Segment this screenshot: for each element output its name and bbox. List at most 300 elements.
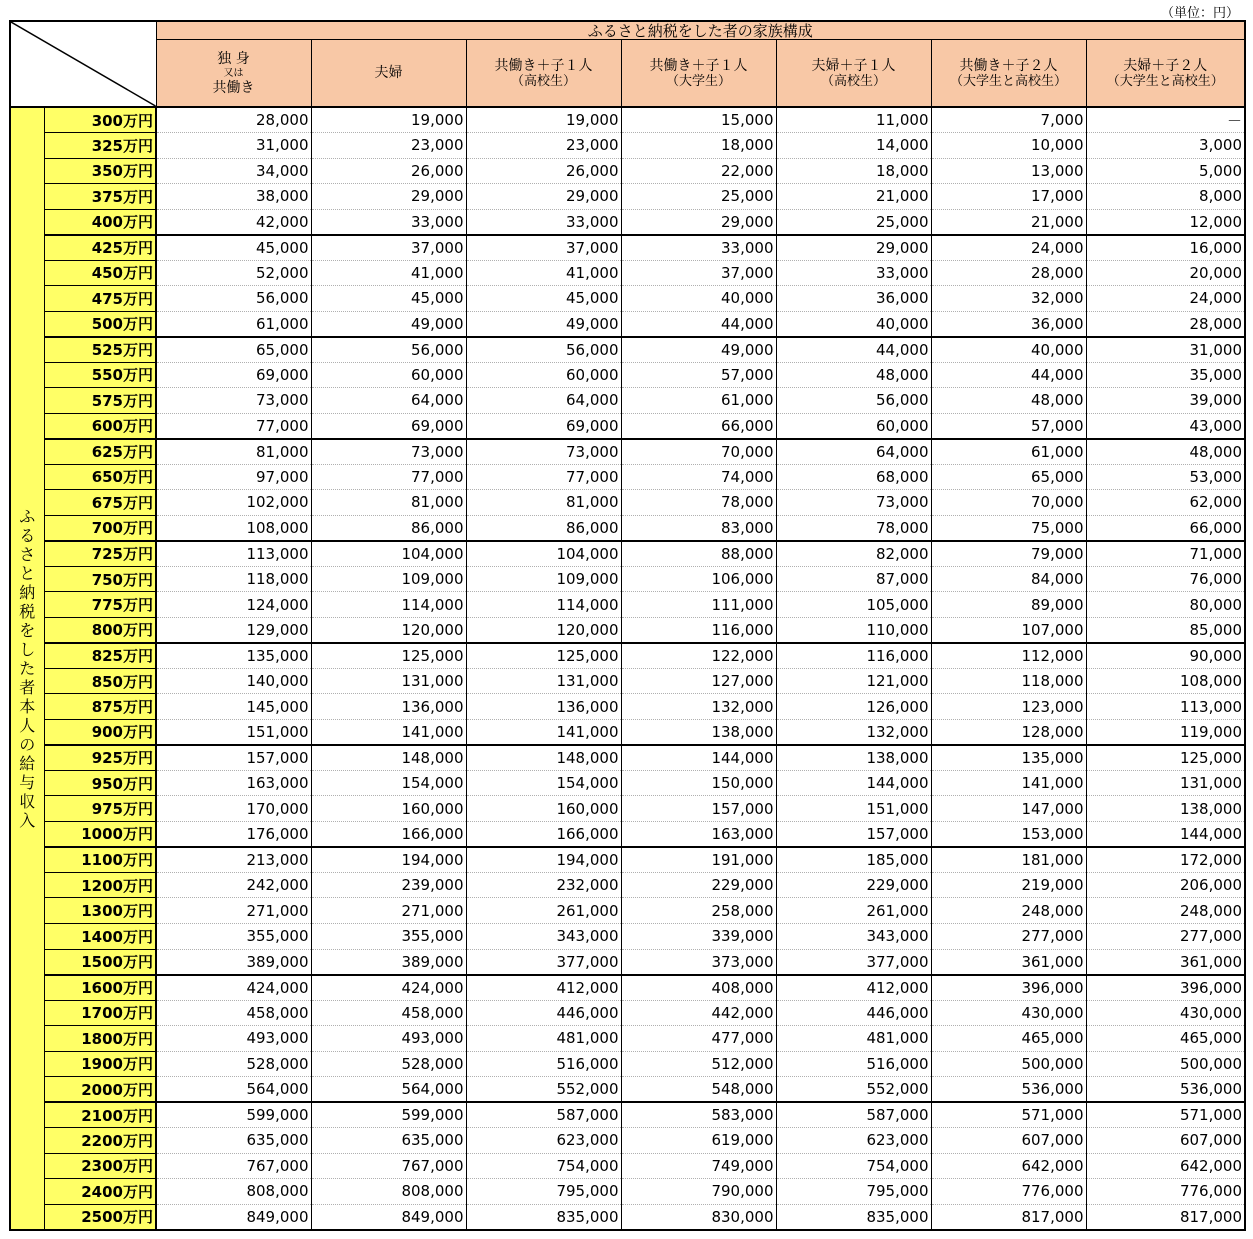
- income-cell: 2000万円: [44, 1077, 156, 1103]
- column-header-line2: 共働き: [212, 79, 255, 96]
- amount-cell: 795,000: [776, 1179, 931, 1205]
- side-label-text: ふるさと納税をした者本人の給与収入: [19, 507, 36, 830]
- column-header-row: [10, 40, 1245, 108]
- amount-cell: 500,000: [931, 1051, 1086, 1077]
- amount-cell: 571,000: [931, 1102, 1086, 1128]
- amount-cell: 48,000: [1086, 439, 1245, 465]
- amount-cell: 131,000: [1086, 770, 1245, 796]
- amount-cell: 361,000: [1086, 949, 1245, 975]
- amount-cell: 40,000: [621, 286, 776, 312]
- amount-cell: 849,000: [311, 1204, 466, 1230]
- income-cell: 1100万円: [44, 847, 156, 873]
- amount-cell: 835,000: [466, 1204, 621, 1230]
- amount-cell: 151,000: [776, 796, 931, 822]
- amount-cell: 135,000: [156, 643, 311, 669]
- amount-cell: 80,000: [1086, 592, 1245, 618]
- amount-cell: 635,000: [156, 1128, 311, 1154]
- amount-cell: 102,000: [156, 490, 311, 516]
- amount-cell: 33,000: [466, 209, 621, 235]
- amount-cell: 57,000: [621, 362, 776, 388]
- amount-cell: 33,000: [311, 209, 466, 235]
- amount-cell: 767,000: [311, 1153, 466, 1179]
- table-row: [10, 1128, 1245, 1154]
- amount-cell: 516,000: [776, 1051, 931, 1077]
- table-row: [10, 694, 1245, 720]
- amount-cell: 125,000: [1086, 745, 1245, 771]
- amount-cell: 239,000: [311, 872, 466, 898]
- amount-cell: 477,000: [621, 1026, 776, 1052]
- amount-cell: 500,000: [1086, 1051, 1245, 1077]
- amount-cell: 157,000: [156, 745, 311, 771]
- table-row: [10, 643, 1245, 669]
- table-row: [10, 286, 1245, 312]
- amount-cell: 232,000: [466, 872, 621, 898]
- table-row: [10, 719, 1245, 745]
- amount-cell: 599,000: [156, 1102, 311, 1128]
- amount-cell: 26,000: [311, 158, 466, 184]
- amount-cell: 85,000: [1086, 617, 1245, 643]
- amount-cell: 87,000: [776, 566, 931, 592]
- amount-cell: 536,000: [931, 1077, 1086, 1103]
- amount-cell: 77,000: [311, 464, 466, 490]
- amount-cell: 57,000: [931, 413, 1086, 439]
- amount-cell: 29,000: [776, 235, 931, 261]
- amount-cell: 339,000: [621, 924, 776, 950]
- amount-cell: 110,000: [776, 617, 931, 643]
- amount-cell: 623,000: [466, 1128, 621, 1154]
- amount-cell: 516,000: [466, 1051, 621, 1077]
- amount-cell: 138,000: [621, 719, 776, 745]
- amount-cell: 44,000: [621, 311, 776, 337]
- amount-cell: 28,000: [156, 107, 311, 133]
- amount-cell: 21,000: [931, 209, 1086, 235]
- amount-cell: 125,000: [466, 643, 621, 669]
- amount-cell: 97,000: [156, 464, 311, 490]
- amount-cell: 564,000: [311, 1077, 466, 1103]
- amount-cell: 361,000: [931, 949, 1086, 975]
- amount-cell: 176,000: [156, 821, 311, 847]
- amount-cell: 66,000: [621, 413, 776, 439]
- column-header-line2: （大学生）: [665, 73, 731, 89]
- table-row: [10, 796, 1245, 822]
- amount-cell: 69,000: [311, 413, 466, 439]
- amount-cell: 89,000: [931, 592, 1086, 618]
- table-row: [10, 235, 1245, 261]
- amount-cell: 40,000: [931, 337, 1086, 363]
- diagonal-line-icon: [11, 22, 156, 106]
- amount-cell: 776,000: [931, 1179, 1086, 1205]
- amount-cell: 45,000: [466, 286, 621, 312]
- table-row: [10, 1051, 1245, 1077]
- amount-cell: 408,000: [621, 975, 776, 1001]
- amount-cell: 90,000: [1086, 643, 1245, 669]
- amount-cell: 129,000: [156, 617, 311, 643]
- amount-cell: 136,000: [311, 694, 466, 720]
- amount-cell: 17,000: [931, 184, 1086, 210]
- amount-cell: 446,000: [466, 1000, 621, 1026]
- amount-cell: 118,000: [156, 566, 311, 592]
- amount-cell: 373,000: [621, 949, 776, 975]
- amount-cell: 571,000: [1086, 1102, 1245, 1128]
- amount-cell: 56,000: [156, 286, 311, 312]
- table-row: [10, 1000, 1245, 1026]
- amount-cell: 31,000: [156, 133, 311, 159]
- amount-cell: 144,000: [621, 745, 776, 771]
- amount-cell: 60,000: [776, 413, 931, 439]
- amount-cell: 140,000: [156, 668, 311, 694]
- amount-cell: 552,000: [466, 1077, 621, 1103]
- amount-cell: 65,000: [156, 337, 311, 363]
- table-row: [10, 898, 1245, 924]
- amount-cell: 795,000: [466, 1179, 621, 1205]
- amount-cell: 114,000: [466, 592, 621, 618]
- amount-cell: 86,000: [311, 515, 466, 541]
- amount-cell: 20,000: [1086, 260, 1245, 286]
- amount-cell: 160,000: [466, 796, 621, 822]
- income-cell: 800万円: [44, 617, 156, 643]
- amount-cell: 135,000: [931, 745, 1086, 771]
- amount-cell: 145,000: [156, 694, 311, 720]
- income-cell: 525万円: [44, 337, 156, 363]
- amount-cell: 194,000: [466, 847, 621, 873]
- amount-cell: 40,000: [776, 311, 931, 337]
- table-row: [10, 1179, 1245, 1205]
- amount-cell: 24,000: [931, 235, 1086, 261]
- table-row: [10, 133, 1245, 159]
- amount-cell: 127,000: [621, 668, 776, 694]
- amount-cell: 81,000: [466, 490, 621, 516]
- amount-cell: 446,000: [776, 1000, 931, 1026]
- amount-cell: 242,000: [156, 872, 311, 898]
- amount-cell: 790,000: [621, 1179, 776, 1205]
- amount-cell: 536,000: [1086, 1077, 1245, 1103]
- table-row: [10, 184, 1245, 210]
- amount-cell: 3,000: [1086, 133, 1245, 159]
- amount-cell: 261,000: [776, 898, 931, 924]
- amount-cell: 377,000: [466, 949, 621, 975]
- table-row: [10, 490, 1245, 516]
- income-cell: 900万円: [44, 719, 156, 745]
- amount-cell: 8,000: [1086, 184, 1245, 210]
- amount-cell: 25,000: [776, 209, 931, 235]
- amount-cell: 141,000: [311, 719, 466, 745]
- amount-cell: 83,000: [621, 515, 776, 541]
- amount-cell: 68,000: [776, 464, 931, 490]
- amount-cell: 41,000: [311, 260, 466, 286]
- income-cell: 2500万円: [44, 1204, 156, 1230]
- amount-cell: 465,000: [931, 1026, 1086, 1052]
- amount-cell: 607,000: [931, 1128, 1086, 1154]
- column-header: [621, 40, 776, 108]
- amount-cell: 389,000: [156, 949, 311, 975]
- amount-cell: 5,000: [1086, 158, 1245, 184]
- amount-cell: 37,000: [466, 235, 621, 261]
- amount-cell: 181,000: [931, 847, 1086, 873]
- amount-cell: 81,000: [311, 490, 466, 516]
- column-header-line1: 共働き＋子２人: [959, 57, 1058, 74]
- amount-cell: 18,000: [776, 158, 931, 184]
- amount-cell: 56,000: [776, 388, 931, 414]
- amount-cell: 258,000: [621, 898, 776, 924]
- amount-cell: 29,000: [311, 184, 466, 210]
- amount-cell: 213,000: [156, 847, 311, 873]
- amount-cell: 754,000: [776, 1153, 931, 1179]
- amount-cell: 442,000: [621, 1000, 776, 1026]
- amount-cell: 45,000: [156, 235, 311, 261]
- amount-cell: 564,000: [156, 1077, 311, 1103]
- amount-cell: 172,000: [1086, 847, 1245, 873]
- amount-cell: 635,000: [311, 1128, 466, 1154]
- column-header-line2: （大学生と高校生）: [1106, 73, 1224, 89]
- amount-cell: 185,000: [776, 847, 931, 873]
- amount-cell: 160,000: [311, 796, 466, 822]
- amount-cell: 458,000: [311, 1000, 466, 1026]
- table-body: [10, 107, 1245, 1230]
- table-row: [10, 770, 1245, 796]
- amount-cell: 15,000: [621, 107, 776, 133]
- amount-cell: 35,000: [1086, 362, 1245, 388]
- amount-cell: 7,000: [931, 107, 1086, 133]
- amount-cell: 19,000: [311, 107, 466, 133]
- amount-cell: 109,000: [466, 566, 621, 592]
- amount-cell: 43,000: [1086, 413, 1245, 439]
- amount-cell: 623,000: [776, 1128, 931, 1154]
- income-cell: 2400万円: [44, 1179, 156, 1205]
- amount-cell: 389,000: [311, 949, 466, 975]
- amount-cell: 114,000: [311, 592, 466, 618]
- income-cell: 750万円: [44, 566, 156, 592]
- amount-cell: 119,000: [1086, 719, 1245, 745]
- table-row: [10, 439, 1245, 465]
- column-header-line1: 共働き＋子１人: [649, 57, 748, 74]
- income-cell: 975万円: [44, 796, 156, 822]
- amount-cell: 49,000: [311, 311, 466, 337]
- amount-cell: 113,000: [1086, 694, 1245, 720]
- amount-cell: 277,000: [931, 924, 1086, 950]
- amount-cell: 49,000: [466, 311, 621, 337]
- column-header-line1: 共働き＋子１人: [494, 57, 593, 74]
- amount-cell: 21,000: [776, 184, 931, 210]
- amount-cell: 118,000: [931, 668, 1086, 694]
- amount-cell: 81,000: [156, 439, 311, 465]
- table-row: [10, 1102, 1245, 1128]
- column-header: [931, 40, 1086, 108]
- amount-cell: 105,000: [776, 592, 931, 618]
- amount-cell: 108,000: [156, 515, 311, 541]
- income-cell: 875万円: [44, 694, 156, 720]
- amount-cell: 166,000: [311, 821, 466, 847]
- amount-cell: 219,000: [931, 872, 1086, 898]
- amount-cell: 749,000: [621, 1153, 776, 1179]
- amount-cell: 34,000: [156, 158, 311, 184]
- amount-cell: 36,000: [776, 286, 931, 312]
- amount-cell: 31,000: [1086, 337, 1245, 363]
- header-corner: [10, 21, 156, 107]
- amount-cell: 104,000: [466, 541, 621, 567]
- column-header: [156, 40, 311, 108]
- amount-cell: 144,000: [1086, 821, 1245, 847]
- amount-cell: 396,000: [1086, 975, 1245, 1001]
- income-cell: 950万円: [44, 770, 156, 796]
- amount-cell: 44,000: [931, 362, 1086, 388]
- table-row: [10, 515, 1245, 541]
- amount-cell: 109,000: [311, 566, 466, 592]
- amount-cell: 36,000: [931, 311, 1086, 337]
- amount-cell: 14,000: [776, 133, 931, 159]
- amount-cell: 13,000: [931, 158, 1086, 184]
- amount-cell: 70,000: [931, 490, 1086, 516]
- amount-cell: 808,000: [156, 1179, 311, 1205]
- amount-cell: 767,000: [156, 1153, 311, 1179]
- amount-cell: 64,000: [466, 388, 621, 414]
- amount-cell: 163,000: [621, 821, 776, 847]
- amount-cell: 493,000: [311, 1026, 466, 1052]
- column-header-line1: 夫婦＋子２人: [1123, 57, 1208, 74]
- amount-cell: 37,000: [621, 260, 776, 286]
- amount-cell: 355,000: [156, 924, 311, 950]
- amount-cell: 412,000: [776, 975, 931, 1001]
- amount-cell: 26,000: [466, 158, 621, 184]
- unit-label: （単位：円）: [1160, 6, 1239, 21]
- amount-cell: 64,000: [776, 439, 931, 465]
- amount-cell: 154,000: [311, 770, 466, 796]
- column-header-small: 又は: [223, 67, 244, 79]
- table-row: [10, 668, 1245, 694]
- table-row: [10, 566, 1245, 592]
- amount-cell: 124,000: [156, 592, 311, 618]
- amount-cell: 619,000: [621, 1128, 776, 1154]
- amount-cell: 528,000: [156, 1051, 311, 1077]
- income-cell: 425万円: [44, 235, 156, 261]
- amount-cell: 73,000: [156, 388, 311, 414]
- header-title: ふるさと納税をした者の家族構成: [156, 21, 1245, 40]
- amount-cell: 24,000: [1086, 286, 1245, 312]
- table-row: [10, 311, 1245, 337]
- table-row: [10, 464, 1245, 490]
- table-row: [10, 1077, 1245, 1103]
- table-row: [10, 413, 1245, 439]
- amount-cell: 835,000: [776, 1204, 931, 1230]
- amount-cell: 849,000: [156, 1204, 311, 1230]
- amount-cell: 116,000: [621, 617, 776, 643]
- income-cell: 850万円: [44, 668, 156, 694]
- amount-cell: 86,000: [466, 515, 621, 541]
- income-cell: 775万円: [44, 592, 156, 618]
- amount-cell: 28,000: [1086, 311, 1245, 337]
- amount-cell: 77,000: [156, 413, 311, 439]
- income-cell: 2100万円: [44, 1102, 156, 1128]
- amount-cell: 73,000: [311, 439, 466, 465]
- amount-cell: 11,000: [776, 107, 931, 133]
- amount-cell: 65,000: [931, 464, 1086, 490]
- amount-cell: 377,000: [776, 949, 931, 975]
- amount-cell: 607,000: [1086, 1128, 1245, 1154]
- amount-cell: 33,000: [776, 260, 931, 286]
- amount-cell: 125,000: [311, 643, 466, 669]
- amount-cell: 64,000: [311, 388, 466, 414]
- amount-cell: 481,000: [466, 1026, 621, 1052]
- column-header: [311, 40, 466, 108]
- amount-cell: 157,000: [621, 796, 776, 822]
- amount-cell: 33,000: [621, 235, 776, 261]
- amount-cell: 512,000: [621, 1051, 776, 1077]
- income-cell: 925万円: [44, 745, 156, 771]
- amount-cell: 587,000: [776, 1102, 931, 1128]
- income-cell: 325万円: [44, 133, 156, 159]
- amount-cell: 170,000: [156, 796, 311, 822]
- table-row: [10, 107, 1245, 133]
- table-row: [10, 847, 1245, 873]
- amount-cell: 248,000: [931, 898, 1086, 924]
- amount-cell: 112,000: [931, 643, 1086, 669]
- amount-cell: 465,000: [1086, 1026, 1245, 1052]
- table-row: [10, 362, 1245, 388]
- amount-cell: 25,000: [621, 184, 776, 210]
- income-cell: 650万円: [44, 464, 156, 490]
- column-header-line1: 夫婦＋子１人: [811, 57, 896, 74]
- amount-cell: 84,000: [931, 566, 1086, 592]
- income-cell: 1200万円: [44, 872, 156, 898]
- amount-cell: 343,000: [466, 924, 621, 950]
- column-header-line2: （高校生）: [510, 73, 576, 89]
- income-cell: 450万円: [44, 260, 156, 286]
- amount-cell: 148,000: [466, 745, 621, 771]
- amount-cell: 817,000: [931, 1204, 1086, 1230]
- amount-cell: 754,000: [466, 1153, 621, 1179]
- amount-cell: 191,000: [621, 847, 776, 873]
- amount-cell: 458,000: [156, 1000, 311, 1026]
- amount-cell: 138,000: [1086, 796, 1245, 822]
- amount-cell: 113,000: [156, 541, 311, 567]
- table-row: [10, 1153, 1245, 1179]
- side-label: [10, 107, 44, 1230]
- amount-cell: 28,000: [931, 260, 1086, 286]
- amount-cell: 121,000: [776, 668, 931, 694]
- amount-cell: 29,000: [466, 184, 621, 210]
- amount-cell: 78,000: [621, 490, 776, 516]
- amount-cell: 599,000: [311, 1102, 466, 1128]
- amount-cell: 126,000: [776, 694, 931, 720]
- table-row: [10, 924, 1245, 950]
- table-row: [10, 949, 1245, 975]
- amount-cell: 229,000: [621, 872, 776, 898]
- amount-cell: 355,000: [311, 924, 466, 950]
- column-header-line2: （大学生と高校生）: [949, 73, 1067, 89]
- income-cell: 1700万円: [44, 1000, 156, 1026]
- amount-cell: 106,000: [621, 566, 776, 592]
- amount-cell: 271,000: [311, 898, 466, 924]
- income-cell: 725万円: [44, 541, 156, 567]
- table-row: [10, 975, 1245, 1001]
- amount-cell: 120,000: [311, 617, 466, 643]
- amount-cell: 111,000: [621, 592, 776, 618]
- amount-cell: 73,000: [466, 439, 621, 465]
- amount-cell: 38,000: [156, 184, 311, 210]
- table-row: [10, 1204, 1245, 1230]
- amount-cell: 120,000: [466, 617, 621, 643]
- table-row: [10, 872, 1245, 898]
- amount-cell: 147,000: [931, 796, 1086, 822]
- amount-cell: 61,000: [156, 311, 311, 337]
- amount-cell: 108,000: [1086, 668, 1245, 694]
- amount-cell: 206,000: [1086, 872, 1245, 898]
- amount-cell: 44,000: [776, 337, 931, 363]
- amount-cell: 150,000: [621, 770, 776, 796]
- income-cell: 375万円: [44, 184, 156, 210]
- income-cell: 1000万円: [44, 821, 156, 847]
- amount-cell: 52,000: [156, 260, 311, 286]
- column-header-line1: 夫婦: [374, 65, 403, 81]
